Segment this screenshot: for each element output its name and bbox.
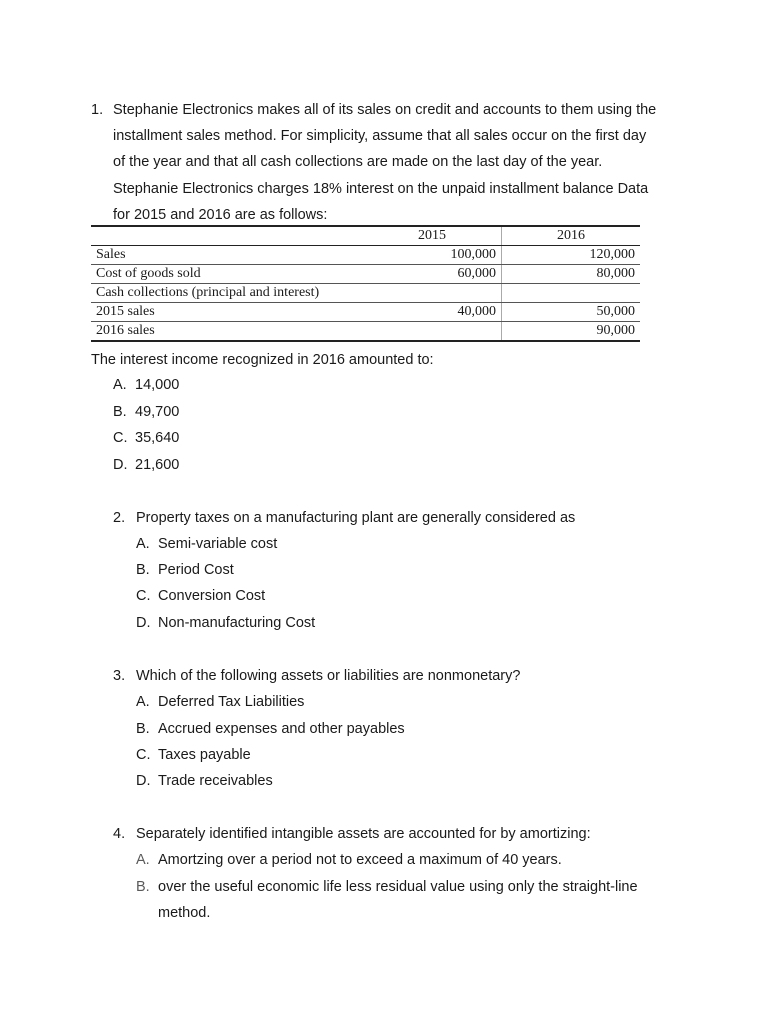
option-text: Trade receivables: [158, 773, 273, 789]
value-2015: [363, 284, 502, 303]
option-text: 49,700: [135, 404, 180, 420]
table-header-blank: [91, 226, 363, 246]
value-2016: 90,000: [502, 322, 641, 342]
row-label: Sales: [91, 246, 363, 265]
option-text: Period Cost: [158, 562, 234, 578]
row-label: Cash collections (principal and interest): [91, 284, 363, 303]
option-text: Conversion Cost: [158, 588, 266, 604]
table-row: [91, 246, 640, 265]
option-letter: B.: [136, 879, 150, 895]
table-row: [91, 303, 640, 322]
option-text: over the useful economic life less residual value using only the straight-line: [158, 879, 638, 895]
option-letter: C.: [113, 430, 128, 446]
value-2015: 40,000: [363, 303, 502, 322]
row-label: 2015 sales: [91, 303, 363, 322]
row-label: Cost of goods sold: [91, 265, 363, 284]
option-text: Semi-variable cost: [158, 536, 278, 552]
table-header-row: [91, 226, 640, 246]
option-letter: C.: [136, 747, 151, 763]
option-letter: B.: [136, 721, 150, 737]
option-letter: A.: [136, 852, 150, 868]
question-3-text: Which of the following assets or liabilities are nonmonetary?: [136, 668, 521, 684]
option-text: Non-manufacturing Cost: [158, 615, 316, 631]
option-text: Amortzing over a period not to exceed a maximum of 40 years.: [158, 852, 562, 868]
option-text: 14,000: [135, 377, 180, 393]
option-letter: A.: [113, 377, 127, 393]
question-2-text: Property taxes on a manufacturing plant are generally considered as: [136, 510, 576, 526]
option-letter: B.: [113, 404, 127, 420]
question-3-number: 3.: [113, 668, 126, 684]
table-header-2015: 2015: [363, 226, 502, 246]
option-text: 35,640: [135, 430, 180, 446]
value-2015: 100,000: [363, 246, 502, 265]
option-letter: D.: [113, 457, 128, 473]
question-4-text: Separately identified intangible assets are accounted for by amortizing:: [136, 826, 591, 842]
option-letter: A.: [136, 694, 150, 710]
value-2016: 50,000: [502, 303, 641, 322]
table-header-2016: 2016: [502, 226, 641, 246]
question-1-text-line: Stephanie Electronics charges 18% interest on the unpaid installment balance Data: [113, 181, 649, 197]
question-1-number: 1.: [91, 102, 104, 118]
question-2-number: 2.: [113, 510, 126, 526]
option-letter: D.: [136, 615, 151, 631]
option-letter: D.: [136, 773, 151, 789]
value-2015: [363, 322, 502, 342]
value-2015: 60,000: [363, 265, 502, 284]
question-1-text-line: Stephanie Electronics makes all of its sales on credit and accounts to them using the: [113, 102, 657, 118]
value-2016: 120,000: [502, 246, 641, 265]
option-letter: B.: [136, 562, 150, 578]
installment-data-table: [91, 225, 640, 342]
question-1-text-line: for 2015 and 2016 are as follows:: [113, 207, 328, 223]
question-1-text-line: installment sales method. For simplicity, assume that all sales occur on the first day: [113, 128, 647, 144]
option-letter: C.: [136, 588, 151, 604]
option-text: Accrued expenses and other payables: [158, 721, 405, 737]
option-letter: A.: [136, 536, 150, 552]
option-text: Taxes payable: [158, 747, 251, 763]
row-label: 2016 sales: [91, 322, 363, 342]
table-row: [91, 322, 640, 342]
value-2016: [502, 284, 641, 303]
table-row: [91, 265, 640, 284]
question-1-prompt: The interest income recognized in 2016 amounted to:: [91, 352, 434, 368]
value-2016: 80,000: [502, 265, 641, 284]
option-text-continuation: method.: [158, 905, 211, 921]
question-1-text-line: of the year and that all cash collections are made on the last day of the year.: [113, 154, 603, 170]
option-text: Deferred Tax Liabilities: [158, 694, 305, 710]
option-text: 21,600: [135, 457, 180, 473]
question-4-number: 4.: [113, 826, 126, 842]
table-row: [91, 284, 640, 303]
